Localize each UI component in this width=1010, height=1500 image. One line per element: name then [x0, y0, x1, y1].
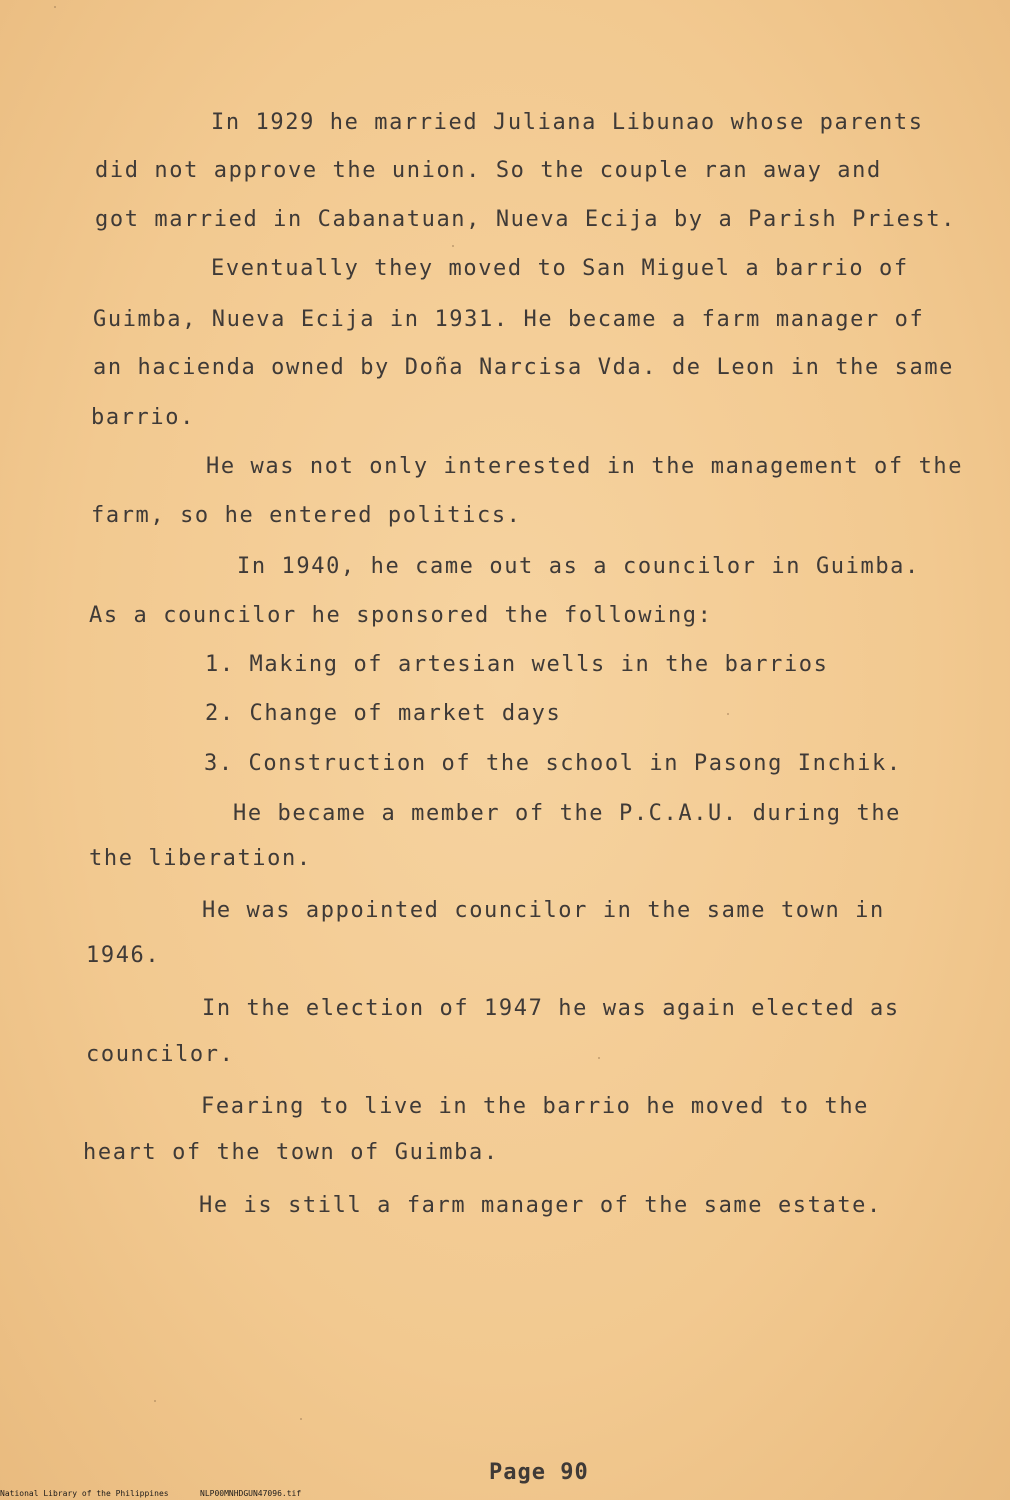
text-line: councilor. — [86, 1042, 235, 1067]
text-line: As a councilor he sponsored the following: — [89, 603, 713, 628]
text-line: the liberation. — [89, 846, 312, 871]
footer-filename: NLP00MNHDGUN47096.tif — [200, 1489, 302, 1498]
footer-source: National Library of the Philippines — [0, 1489, 169, 1498]
paper-speck — [598, 1057, 600, 1059]
text-line: got married in Cabanatuan, Nueva Ecija by a Parish Priest. — [95, 207, 957, 232]
text-line: Fearing to live in the barrio he moved to the — [201, 1094, 870, 1119]
text-line: He was appointed councilor in the same town in — [202, 898, 885, 923]
list-item: 2. Change of market days — [205, 701, 562, 726]
paper-speck — [54, 6, 56, 8]
text-line: 1946. — [86, 943, 161, 968]
paper-speck — [300, 1418, 302, 1420]
text-line: In the election of 1947 he was again elected as — [202, 996, 900, 1021]
list-item: 1. Making of artesian wells in the barrios — [205, 652, 829, 677]
scan-footer — [0, 1488, 1010, 1500]
text-line: heart of the town of Guimba. — [83, 1140, 499, 1165]
text-line: farm, so he entered politics. — [91, 503, 522, 528]
paper-speck — [154, 1400, 156, 1402]
text-line: In 1940, he came out as a councilor in Guimba. — [237, 554, 920, 579]
text-line: He is still a farm manager of the same estate. — [199, 1193, 882, 1218]
text-line: He was not only interested in the management of the — [206, 454, 964, 479]
paper-speck — [727, 713, 729, 715]
text-line: an hacienda owned by Doña Narcisa Vda. de Leon in the same — [93, 355, 955, 380]
text-line: Eventually they moved to San Miguel a barrio of — [211, 256, 909, 281]
text-line: In 1929 he married Juliana Libunao whose parents — [211, 110, 924, 135]
text-line: He became a member of the P.C.A.U. during the — [233, 801, 902, 826]
list-item: 3. Construction of the school in Pasong Inchik. — [204, 751, 902, 776]
text-line: Guimba, Nueva Ecija in 1931. He became a farm manager of — [93, 307, 925, 332]
text-line: did not approve the union. So the couple ran away and — [95, 158, 882, 183]
paper-speck — [452, 245, 454, 247]
text-line: barrio. — [91, 405, 195, 430]
page-number: Page 90 — [489, 1460, 589, 1485]
